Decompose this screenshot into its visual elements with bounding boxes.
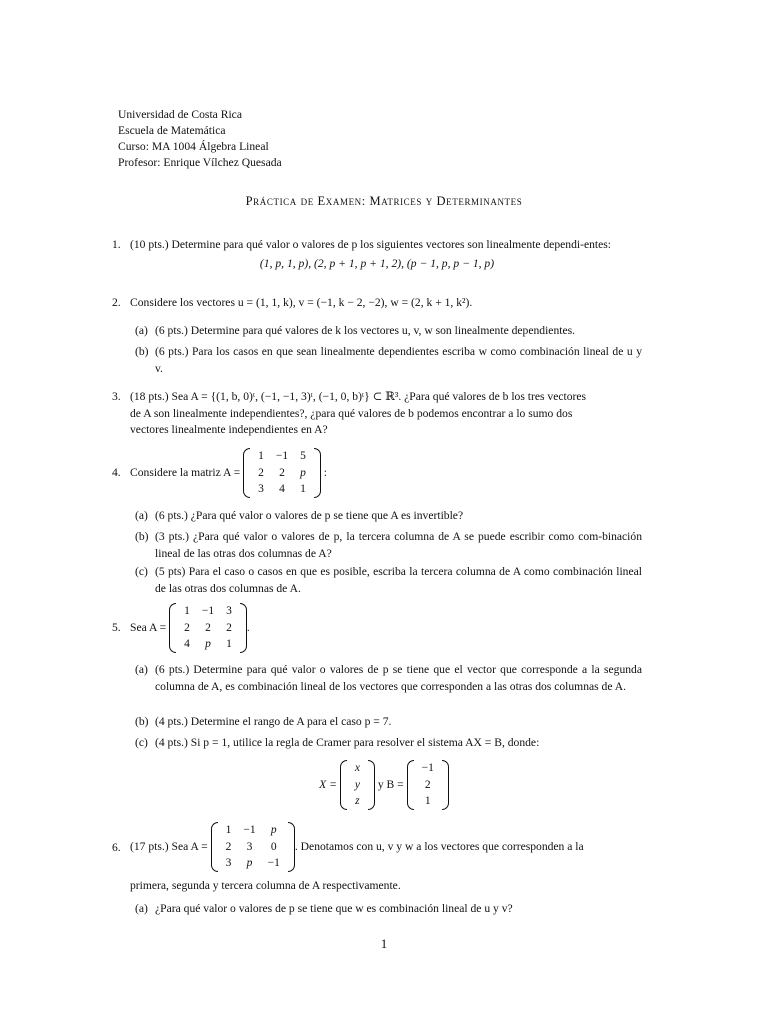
- vector-x: [340, 760, 375, 810]
- cramer-system: [0, 760, 768, 810]
- part-text: (6 pts.) Para los casos en que sean linealmente dependientes escriba w como combinación lineal de u y v.: [155, 345, 642, 375]
- problem-number: 5.: [112, 621, 121, 634]
- page-title: Práctica de Examen: Matrices y Determinantes: [245, 194, 523, 208]
- problem-4c: [135, 564, 642, 597]
- problem-2a: [135, 323, 642, 340]
- part-label: (b): [135, 715, 149, 728]
- header-school: Escuela de Matemática: [118, 124, 226, 137]
- problem-5: [112, 603, 642, 653]
- matrix-cell: −1: [267, 857, 280, 869]
- part-label: (a): [135, 902, 148, 915]
- problem-4b: [135, 529, 642, 562]
- matrix-cell: 1: [300, 483, 306, 495]
- matrix-cell: 2: [205, 621, 211, 634]
- vector-cell: y: [354, 778, 360, 791]
- part-text: (5 pts) Para el caso o casos en que es posible, escriba la tercera columna de A como combinación lineal de las otras dos columnas de A.: [155, 565, 642, 595]
- part-text: (6 pts.) ¿Para qué valor o valores de p se tiene que A es invertible?: [155, 509, 464, 522]
- problem-trail: .: [246, 620, 250, 634]
- matrix-cell: −1: [275, 450, 289, 462]
- part-label: (a): [135, 324, 148, 337]
- problem-4: [112, 448, 642, 498]
- matrix-cell: 4: [279, 483, 285, 495]
- matrix-cell: 3: [258, 483, 264, 495]
- vector-cell: z: [355, 795, 360, 807]
- problem-3: [112, 389, 642, 439]
- matrix-a: [169, 603, 247, 653]
- header-course: Curso: MA 1004 Álgebra Lineal: [118, 140, 269, 153]
- problem-5a: [135, 662, 642, 695]
- problem-number: 4.: [112, 466, 121, 479]
- matrix-cell: p: [246, 857, 253, 869]
- header-university: Universidad de Costa Rica: [118, 108, 242, 121]
- matrix-cell: 4: [184, 638, 190, 650]
- problem-lead: Considere la matriz A =: [130, 465, 241, 479]
- part-label: (b): [135, 345, 149, 358]
- problem-text: (10 pts.) Determine para qué valor o valores de p los siguientes vectores son linealmente dependi-entes:: [130, 238, 611, 251]
- matrix-cell: p: [270, 824, 277, 836]
- problem-6a: [135, 901, 642, 918]
- part-label: (c): [135, 565, 148, 578]
- document-header: [118, 107, 282, 171]
- problem-text-line3: vectores linealmente independientes en A?: [130, 423, 328, 436]
- part-text: (3 pts.) ¿Para qué valor o valores de p, la tercera columna de A se puede escribir como com-binación lineal de las otras dos columnas de A?: [155, 530, 642, 560]
- problem-trail: . Denotamos con u, v y w a los vectores que corresponden a la: [294, 839, 584, 853]
- problem-text-line1: (18 pts.) Sea A = {(1, b, 0)ᵗ, (−1, −1, 3)ᵗ, (−1, 0, b)ᵗ} ⊂ ℝ³. ¿Para qué valores de b los tres vectores: [130, 390, 587, 403]
- problem-2: [112, 295, 642, 312]
- matrix-cell: p: [300, 466, 306, 479]
- matrix-cell: 2: [226, 621, 232, 634]
- vector-cell: x: [354, 762, 360, 774]
- problem-2b: [135, 344, 642, 377]
- x-label: X =: [319, 777, 337, 791]
- problem-number: 3.: [112, 390, 121, 403]
- page-number: 1: [380, 936, 388, 951]
- matrix-cell: 1: [225, 824, 232, 836]
- problem-number: 6.: [112, 841, 121, 854]
- matrix-cell: p: [205, 638, 211, 650]
- part-text: ¿Para qué valor o valores de p se tiene que w es combinación lineal de u y v?: [155, 902, 513, 915]
- problem-1: [112, 237, 642, 274]
- part-text: (6 pts.) Determine para qué valor o valores de p se tiene que el vector que corresponde a la segunda columna de A, es combinación lineal de los vectores que corresponden a las otras dos columnas de A.: [155, 663, 642, 693]
- part-label: (a): [135, 509, 148, 522]
- header-professor: Profesor: Enrique Vílchez Quesada: [118, 156, 282, 169]
- vector-formula: (1, p, 1, p), (2, p + 1, p + 1, 2), (p − 1, p, p − 1, p): [259, 256, 495, 270]
- problem-text-line2: primera, segunda y tercera columna de A respectivamente.: [130, 878, 401, 892]
- vector-cell: −1: [421, 762, 434, 774]
- problem-number: 1.: [112, 238, 121, 251]
- vector-b: [407, 760, 449, 810]
- part-label: (a): [135, 663, 148, 676]
- problem-6: [112, 822, 642, 894]
- part-label: (c): [135, 736, 148, 749]
- problem-lead: (17 pts.) Sea A =: [130, 839, 208, 853]
- matrix-cell: 0: [270, 840, 277, 853]
- matrix-cell: 5: [300, 450, 306, 462]
- matrix-cell: 1: [258, 450, 264, 462]
- matrix-cell: 2: [184, 621, 190, 634]
- vector-cell: 1: [424, 795, 431, 807]
- matrix-cell: 1: [184, 605, 190, 617]
- matrix-a: [211, 822, 295, 872]
- matrix-a: [243, 448, 321, 498]
- matrix-cell: 2: [279, 466, 285, 479]
- problem-5b: [135, 714, 642, 731]
- matrix-cell: 2: [258, 466, 264, 479]
- matrix-cell: 3: [246, 840, 253, 853]
- part-label: (b): [135, 530, 149, 543]
- matrix-cell: 2: [225, 840, 232, 853]
- part-text: (4 pts.) Si p = 1, utilice la regla de Cramer para resolver el sistema AX = B, donde:: [155, 736, 540, 749]
- problem-4a: [135, 508, 642, 525]
- problem-lead: Sea A =: [130, 620, 167, 634]
- matrix-cell: 1: [226, 638, 232, 650]
- b-label: y B =: [377, 777, 404, 791]
- matrix-cell: −1: [243, 824, 256, 836]
- problem-trail: :: [323, 465, 328, 479]
- matrix-cell: −1: [201, 605, 215, 617]
- vector-cell: 2: [424, 778, 431, 791]
- part-text: (4 pts.) Determine el rango de A para el caso p = 7.: [155, 715, 392, 728]
- matrix-cell: 3: [226, 605, 232, 617]
- matrix-cell: 3: [225, 857, 232, 869]
- problem-number: 2.: [112, 296, 121, 309]
- problem-text: Considere los vectores u = (1, 1, k), v = (−1, k − 2, −2), w = (2, k + 1, k²).: [130, 296, 473, 309]
- problem-5c: [135, 735, 642, 752]
- part-text: (6 pts.) Determine para qué valores de k los vectores u, v, w son linealmente dependientes.: [155, 324, 576, 337]
- problem-text-line2: de A son linealmente independientes?, ¿para qué valores de b podemos encontrar a lo sumo dos: [130, 406, 573, 420]
